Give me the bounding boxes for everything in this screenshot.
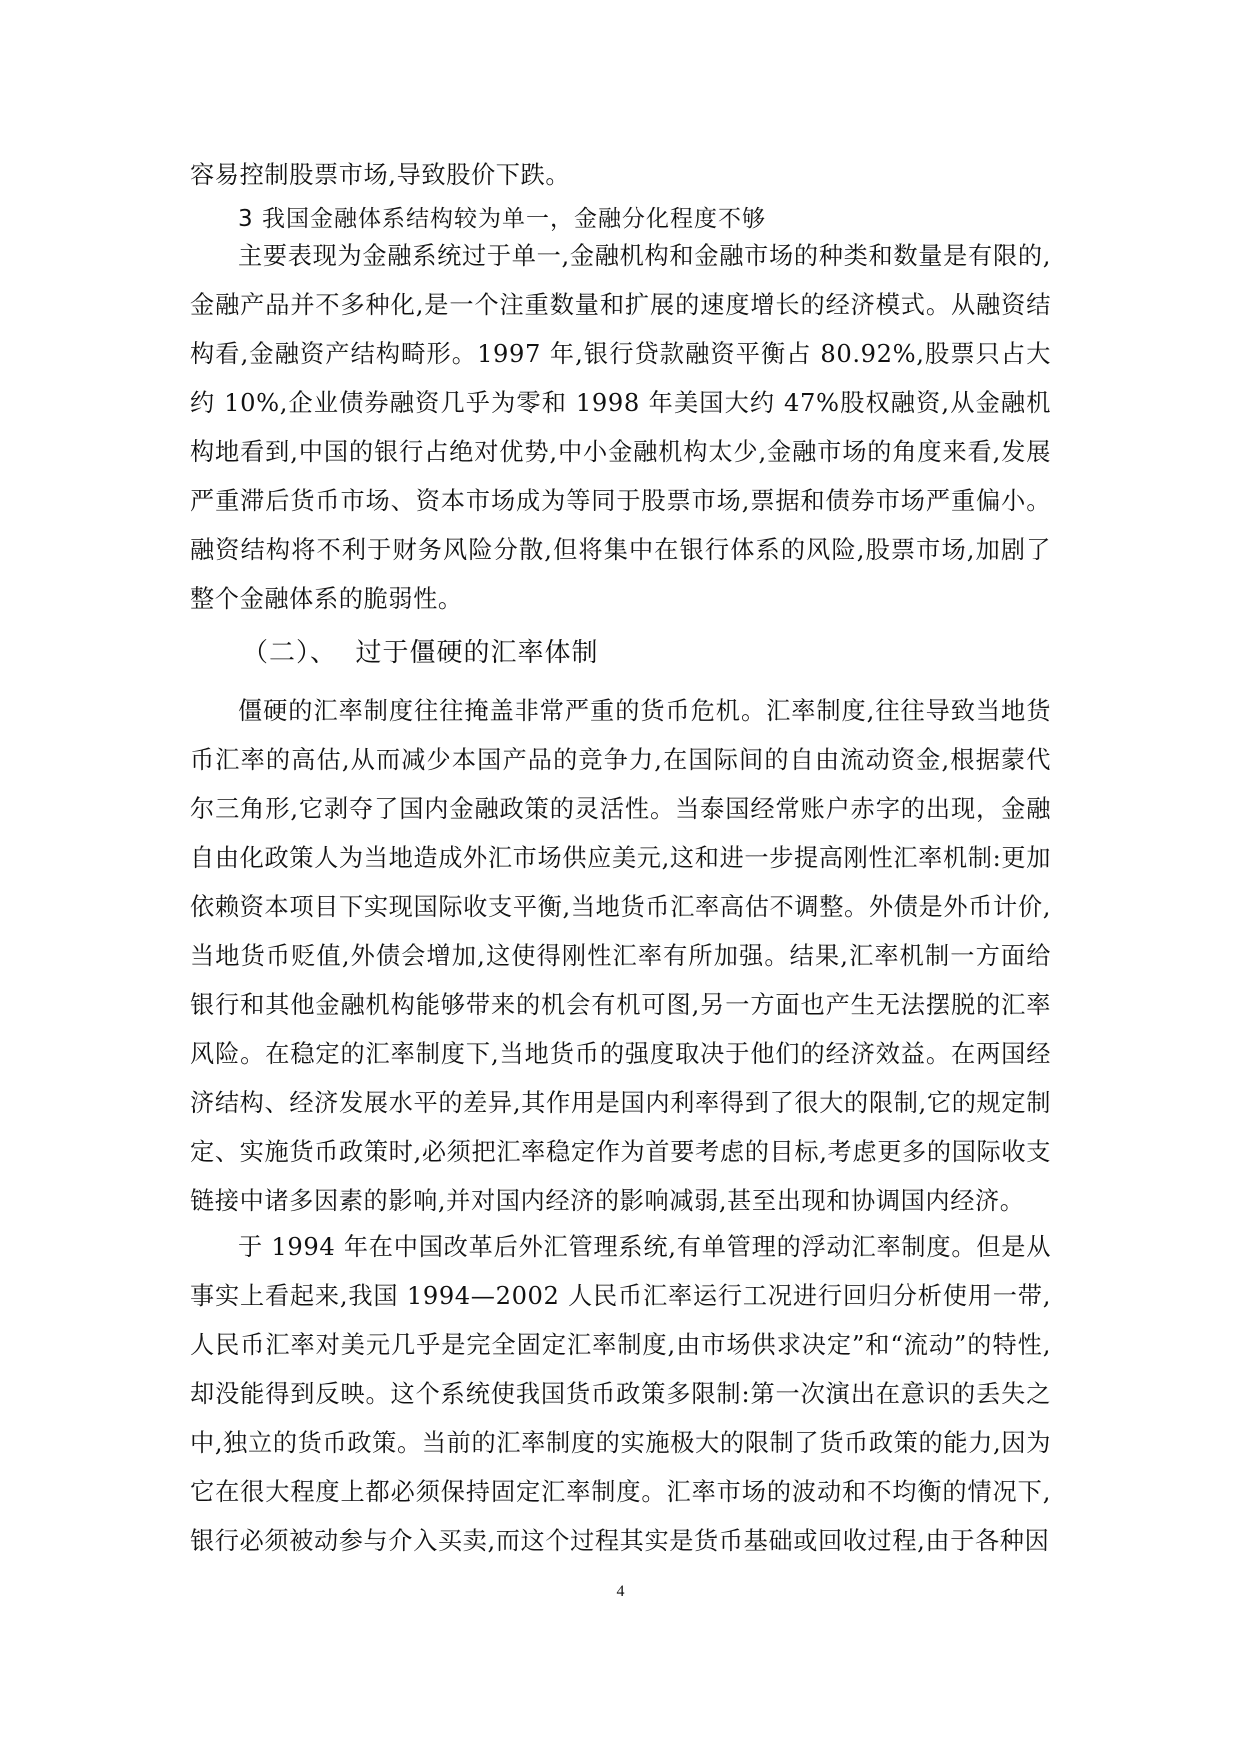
- paragraph-continued: [190, 151, 1051, 200]
- section-heading-3: 3 我国金融体系结构较为单一，金融分化程度不够: [238, 206, 766, 232]
- section-heading-exchange-rate: （二）、 过于僵硬的汇率体制: [242, 638, 599, 668]
- paragraph-1994-reform: [190, 1223, 1051, 1566]
- paragraph-rigid-exchange-rate: [190, 687, 1051, 1226]
- paragraph-continued-text: 容易控制股票市场,导致股价下跌。: [190, 161, 571, 189]
- paragraph-rigid-exchange-rate-text: 僵硬的汇率制度往往掩盖非常严重的货币危机。汇率制度,往往导致当地货币汇率的高估,从而减少本国产品的竞争力,在国际间的自由流动资金,根据蒙代尔三角形,它剥夺了国内金融政策的灵活性。当泰国经常账户赤字的出现，金融自由化政策人为当地造成外汇市场供应美元,这和进一步提高刚性汇率机制:更加依赖资本项目下实现国际收支平衡,当地货币汇率高估不调整。外债是外币计价,当地货币贬值,外债会增加,这使得刚性汇率有所加强。结果,汇率机制一方面给银行和其他金融机构能够带来的机会有机可图,另一方面也产生无法摆脱的汇率风险。在稳定的汇率制度下,当地货币的强度取决于他们的经济效益。在两国经济结构、经济发展水平的差异,其作用是国内利率得到了很大的限制,它的规定制定、实施货币政策时,必须把汇率稳定作为首要考虑的目标,考虑更多的国际收支链接中诸多因素的影响,并对国内经济的影响减弱,甚至出现和协调国内经济。: [190, 697, 1051, 1215]
- page-number: 4: [616, 1583, 625, 1600]
- paragraph-1994-reform-text: 于 1994 年在中国改革后外汇管理系统,有单管理的浮动汇率制度。但是从事实上看起来,我国 1994—2002 人民币汇率运行工况进行回归分析使用一带,人民币汇率对美元几乎是完全固定汇率制度,由市场供求决定”和“流动”的特性,却没能得到反映。这个系统使我国货币政策多限制:第一次演出在意识的丢失之中,独立的货币政策。当前的汇率制度的实施极大的限制了货币政策的能力,因为它在很大程度上都必须保持固定汇率制度。汇率市场的波动和不均衡的情况下,银行必须被动参与介入买卖,而这个过程其实是货币基础或回收过程,由于各种因: [190, 1233, 1051, 1555]
- paragraph-financial-structure: [190, 232, 1051, 624]
- paragraph-financial-structure-text: 主要表现为金融系统过于单一,金融机构和金融市场的种类和数量是有限的,金融产品并不多种化,是一个注重数量和扩展的速度增长的经济模式。从融资结构看,金融资产结构畸形。1997 年,银行贷款融资平衡占 80.92%,股票只占大约 10%,企业债券融资几乎为零和 1998 年美国大约 47%股权融资,从金融机构地看到,中国的银行占绝对优势,中小金融机构太少,金融市场的角度来看,发展严重滞后货币市场、资本市场成为等同于股票市场,票据和债券市场严重偏小。融资结构将不利于财务风险分散,但将集中在银行体系的风险,股票市场,加剧了整个金融体系的脆弱性。: [190, 242, 1051, 613]
